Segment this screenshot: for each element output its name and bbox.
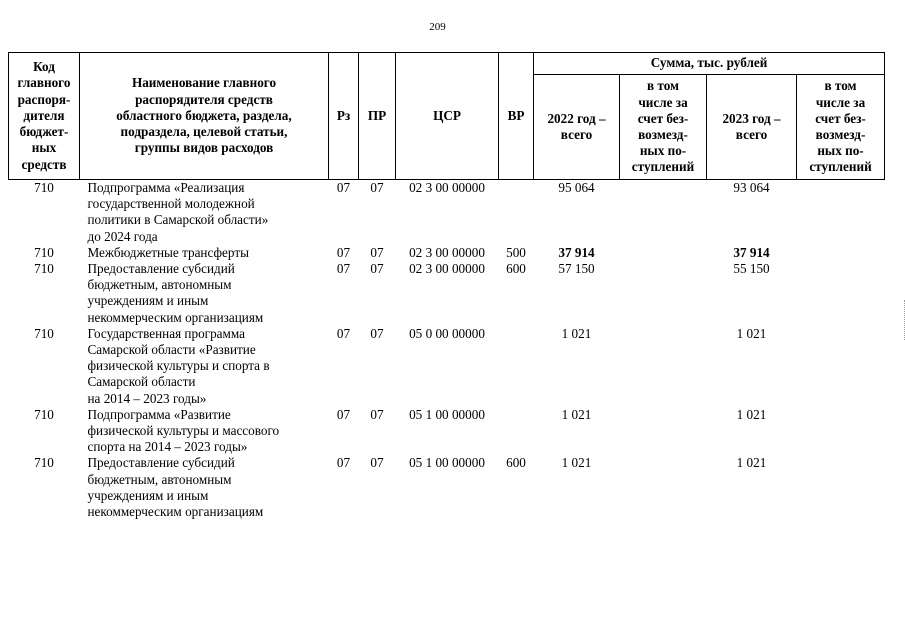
cell-2023-total: 93 064 <box>733 180 770 195</box>
header-line: дителя <box>23 107 65 123</box>
cell-2022-free <box>620 261 707 326</box>
cell-name-line: Самарской области <box>87 374 196 390</box>
cell-name-line: спорта на 2014 – 2023 годы» <box>87 439 248 455</box>
cell-name-line: некоммерческим организациям <box>87 504 264 520</box>
header-line: возмезд- <box>638 127 688 142</box>
cell-csr: 02 3 00 00000 <box>409 180 485 195</box>
cell-vr: 600 <box>506 455 526 471</box>
scan-edge-mark <box>899 300 905 340</box>
cell-name-line: на 2014 – 2023 годы» <box>87 390 207 406</box>
header-vr: ВР <box>499 53 534 180</box>
cell-2022-total: 1 021 <box>561 406 592 422</box>
header-line: в том <box>646 78 680 94</box>
header-2023-free <box>797 75 885 180</box>
header-line: подраздела, целевой статьи, <box>120 124 288 140</box>
cell-code: 710 <box>34 406 54 422</box>
header-line: счет без- <box>815 110 866 126</box>
header-sum: Сумма, тыс. рублей <box>534 53 885 75</box>
header-line: распорядителя средств <box>135 91 273 107</box>
header-2022-total <box>534 75 620 180</box>
table-row <box>9 261 885 326</box>
table-row <box>9 455 885 520</box>
cell-csr: 02 3 00 00000 <box>409 244 485 260</box>
header-name <box>80 53 329 180</box>
cell-name-line: Самарской области «Развитие <box>87 342 256 358</box>
cell-code: 710 <box>34 244 54 260</box>
cell-2022-free <box>620 245 707 261</box>
cell-name <box>80 180 329 245</box>
cell-2022-free <box>620 455 707 520</box>
table-header <box>9 53 885 180</box>
cell-2022-total: 57 150 <box>558 261 595 277</box>
header-line: ступлений <box>809 159 872 175</box>
header-line: Код <box>33 59 55 75</box>
cell-name-line: некоммерческим организациям <box>87 309 264 325</box>
header-line: бюджет- <box>19 124 69 140</box>
cell-code: 710 <box>34 455 54 471</box>
header-line: ных по- <box>639 143 687 159</box>
cell-vr: 600 <box>506 261 526 277</box>
cell-name-line: физической культуры и спорта в <box>87 358 270 374</box>
cell-2023-free <box>797 261 885 326</box>
header-line: числе за <box>638 94 688 110</box>
cell-2022-total: 37 914 <box>558 244 595 260</box>
cell-2022-free <box>620 180 707 245</box>
cell-rz: 07 <box>336 406 351 422</box>
cell-2023-free <box>797 326 885 407</box>
table-row <box>9 245 885 261</box>
cell-2023-total: 55 150 <box>733 261 770 277</box>
cell-2022-total: 95 064 <box>558 180 595 195</box>
header-line: всего <box>735 127 768 142</box>
cell-code: 710 <box>34 261 54 277</box>
cell-name-line: бюджетным, автономным <box>87 277 232 293</box>
cell-vr <box>499 407 534 456</box>
header-line: числе за <box>815 94 866 110</box>
cell-name-line: Подпрограмма «Реализация <box>87 180 245 195</box>
cell-pr: 07 <box>370 244 384 260</box>
cell-2022-free <box>620 407 707 456</box>
cell-vr <box>499 326 534 407</box>
header-line: ступлений <box>631 159 695 175</box>
cell-2023-total: 1 021 <box>736 325 767 341</box>
header-line: возмезд- <box>815 127 866 142</box>
cell-name-line: до 2024 года <box>87 228 158 244</box>
table-body <box>9 180 885 521</box>
cell-name-line: Предоставление субсидий <box>87 455 235 471</box>
header-line: 2023 год – <box>722 110 781 126</box>
cell-name-line: учреждениям и иным <box>87 487 209 503</box>
cell-name-line: политики в Самарской области» <box>87 212 269 228</box>
cell-2023-free <box>797 407 885 456</box>
cell-name <box>80 261 329 326</box>
header-line: ных по- <box>817 143 864 159</box>
cell-name-line: Межбюджетные трансферты <box>87 244 249 260</box>
cell-name-line: бюджетным, автономным <box>87 471 232 487</box>
cell-rz: 07 <box>336 261 351 277</box>
cell-name-line: Государственная программа <box>87 325 245 341</box>
header-line: областного бюджета, раздела, <box>116 107 292 123</box>
cell-rz: 07 <box>336 180 351 195</box>
cell-2023-free <box>797 245 885 261</box>
cell-pr: 07 <box>370 325 384 341</box>
cell-name-line: государственной молодежной <box>87 196 255 212</box>
cell-name <box>80 455 329 520</box>
header-line: главного <box>17 75 71 91</box>
header-pr: ПР <box>359 53 396 180</box>
cell-vr: 500 <box>506 244 526 260</box>
header-line: в том <box>824 78 857 94</box>
cell-name-line: физической культуры и массового <box>87 423 280 439</box>
header-2022-free <box>620 75 707 180</box>
cell-2023-total: 37 914 <box>733 244 770 260</box>
cell-2023-total: 1 021 <box>736 455 767 471</box>
header-line: Наименование главного <box>131 75 277 91</box>
cell-2023-total: 1 021 <box>736 406 767 422</box>
header-line: ных <box>31 140 57 156</box>
cell-2022-total: 1 021 <box>561 455 592 471</box>
header-rz: Рз <box>329 53 359 180</box>
header-csr: ЦСР <box>396 53 499 180</box>
cell-code: 710 <box>34 325 54 341</box>
cell-name-line: Подпрограмма «Развитие <box>87 406 231 422</box>
cell-name-line: Предоставление субсидий <box>87 261 235 277</box>
cell-csr: 05 0 00 00000 <box>409 325 485 341</box>
header-line: 2022 год – <box>547 110 606 126</box>
cell-pr: 07 <box>370 261 384 277</box>
cell-pr: 07 <box>370 180 384 195</box>
cell-pr: 07 <box>370 406 384 422</box>
table-row <box>9 407 885 456</box>
cell-2022-total: 1 021 <box>561 325 592 341</box>
cell-pr: 07 <box>370 455 384 471</box>
cell-vr <box>499 180 534 245</box>
cell-2022-free <box>620 326 707 407</box>
budget-table <box>8 52 885 520</box>
header-line: счет без- <box>637 110 689 126</box>
header-code <box>9 53 80 180</box>
cell-2023-free <box>797 455 885 520</box>
cell-name <box>80 407 329 456</box>
header-line: группы видов расходов <box>134 140 274 156</box>
cell-name <box>80 245 329 261</box>
cell-2023-free <box>797 180 885 245</box>
cell-name-line: учреждениям и иным <box>87 293 209 309</box>
header-2023-total <box>707 75 797 180</box>
header-line: всего <box>560 127 593 142</box>
cell-csr: 02 3 00 00000 <box>409 261 485 277</box>
table-row <box>9 180 885 245</box>
cell-code: 710 <box>34 180 54 195</box>
cell-rz: 07 <box>336 455 351 471</box>
cell-name <box>80 326 329 407</box>
table-row <box>9 326 885 407</box>
cell-rz: 07 <box>336 325 351 341</box>
header-line: средств <box>21 156 67 172</box>
page-number: 209 <box>429 21 446 33</box>
cell-csr: 05 1 00 00000 <box>409 455 485 471</box>
header-line: распоря- <box>17 91 71 107</box>
cell-csr: 05 1 00 00000 <box>409 406 485 422</box>
cell-rz: 07 <box>336 244 351 260</box>
